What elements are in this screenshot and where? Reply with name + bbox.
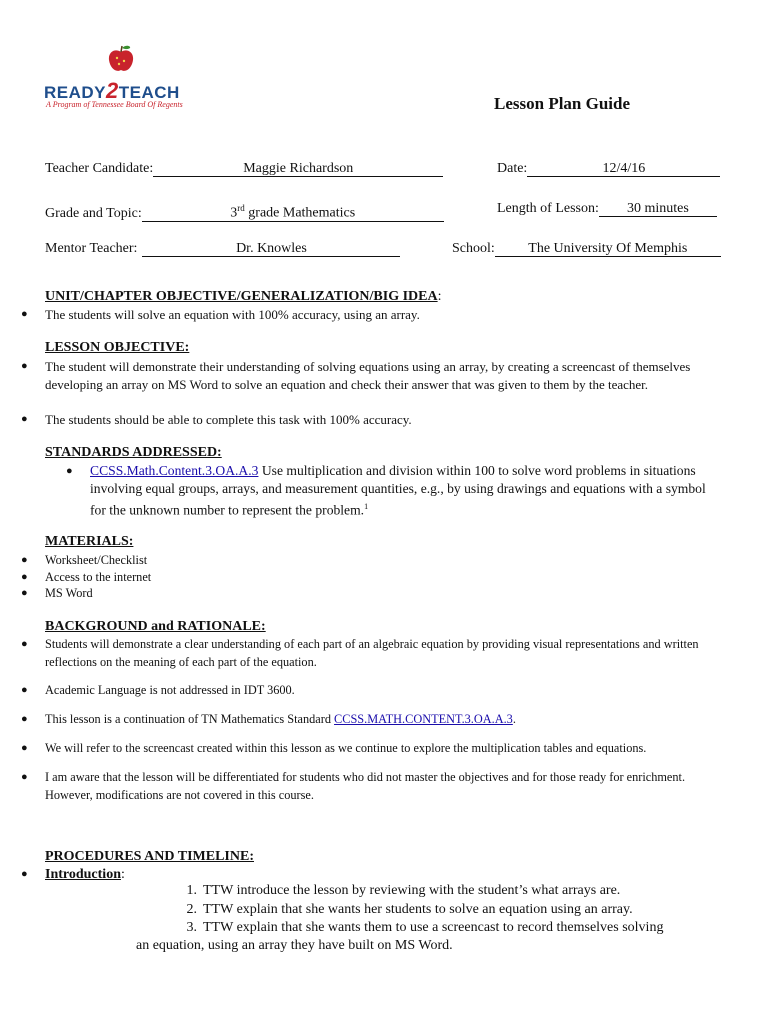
background-bullet-3: ● This lesson is a continuation of TN Mathematics Standard CCSS.MATH.CONTENT.3.OA.A.3. — [45, 711, 735, 729]
mentor-teacher-label: Mentor Teacher: — [45, 241, 138, 256]
bullet-icon: ● — [21, 554, 28, 566]
grade-topic-field — [45, 201, 444, 222]
school-value: The University Of Memphis — [495, 241, 721, 257]
procedure-step-3-continuation: an equation, using an array they have built on MS Word. — [136, 938, 453, 953]
unit-objective-section: UNIT/CHAPTER OBJECTIVE/GENERALIZATION/BIG IDEA: — [45, 289, 442, 304]
bullet-icon: ● — [21, 771, 28, 783]
background-bullet-4: ● We will refer to the screencast created within this lesson as we continue to explore the multiplication tables and equations. — [45, 740, 745, 758]
page-title: Lesson Plan Guide — [494, 94, 631, 113]
procedures-section — [45, 849, 254, 865]
standards-bullet: ● CCSS.Math.Content.3.OA.A.3 Use multiplication and division within 100 to solve word problems in situations involving equal groups, arrays, and measurement quantities, e.g., by using drawings and equations with a symbol for the unknown number to represent the problem.$^1$ — [66, 463, 706, 518]
lesson-objective-bullet-1: ● The student will demonstrate their understanding of solving equations using an array, by creating a screencast of themselves developing an array on MS Word to solve an equation and check their answer that was given to them by the teacher. — [21, 359, 691, 392]
bullet-icon: ● — [21, 587, 28, 599]
bullet-icon: ● — [21, 868, 28, 880]
bullet-icon: ● — [21, 413, 28, 425]
materials-item: ● MS Word — [45, 585, 93, 603]
materials-header: MATERIALS: — [45, 534, 134, 549]
bullet-icon: ● — [21, 308, 28, 320]
unit-objective-bullet: ● The students will solve an equation with 100% accuracy, using an array. — [21, 307, 420, 322]
lesson-objective-header: LESSON OBJECTIVE: — [45, 340, 190, 355]
ready2teach-logo — [44, 42, 194, 114]
grade-topic-label: Grade and Topic: — [45, 205, 142, 221]
bullet-icon: ● — [21, 742, 28, 754]
logo-wordmark: READY2TEACH — [44, 78, 180, 103]
date-field — [497, 161, 720, 177]
lesson-objective-section — [45, 340, 189, 356]
mentor-teacher-value: Dr. Knowles — [142, 241, 400, 257]
logo-tagline: A Program of Tennessee Board Of Regents — [46, 100, 183, 109]
grade-topic-value: 3rd grade Mathematics — [142, 201, 444, 222]
materials-item: ● Access to the internet — [45, 569, 151, 587]
date-label: Date: — [497, 161, 528, 176]
teacher-candidate-value: Maggie Richardson — [153, 161, 443, 177]
length-of-lesson-field — [497, 201, 717, 217]
standards-header: STANDARDS ADDRESSED: — [45, 445, 222, 460]
footnote-marker: 1 — [364, 502, 369, 511]
teacher-candidate-field — [45, 161, 443, 177]
teacher-candidate-label: Teacher Candidate: — [45, 161, 154, 176]
school-field — [452, 241, 721, 257]
background-bullet-5: ● I am aware that the lesson will be differentiated for students who did not master the objectives and for those ready for enrichment. However, modifications are not covered in this course. — [21, 770, 686, 802]
procedure-step-1: 1. TTW introduce the lesson by reviewing with the student’s what arrays are. — [186, 883, 621, 898]
standards-section — [45, 445, 222, 461]
introduction-item: ● Introduction: — [21, 867, 125, 882]
background-bullet-1: ● Students will demonstrate a clear understanding of each part of an algebraic equation by providing visual representations and written reflections on the meaning of each part of the equation. — [21, 637, 699, 669]
procedure-step-3: 3. TTW explain that she wants them to use a screencast to record themselves solving — [186, 920, 664, 935]
materials-section — [45, 534, 133, 550]
school-label: School: — [452, 241, 495, 256]
lesson-objective-bullet-2: ● The students should be able to complete this task with 100% accuracy. — [21, 412, 412, 427]
bullet-icon: ● — [21, 360, 28, 372]
ccss-standard-link[interactable]: CCSS.Math.Content.3.OA.A.3 — [90, 463, 259, 478]
bullet-icon: ● — [21, 571, 28, 583]
mentor-teacher-field — [45, 241, 400, 257]
bullet-icon: ● — [66, 465, 73, 477]
background-header: BACKGROUND and RATIONALE: — [45, 619, 266, 634]
unit-objective-header: UNIT/CHAPTER OBJECTIVE/GENERALIZATION/BIG IDEA — [45, 289, 438, 304]
procedures-header: PROCEDURES AND TIMELINE: — [45, 849, 254, 864]
background-bullet-2: ● Academic Language is not addressed in IDT 3600. — [45, 682, 735, 700]
materials-item: ● Worksheet/Checklist — [45, 552, 147, 570]
apple-icon — [106, 44, 136, 74]
bullet-icon: ● — [21, 713, 28, 725]
background-section — [45, 619, 266, 635]
length-of-lesson-value: 30 minutes — [599, 201, 717, 217]
date-value: 12/4/16 — [527, 161, 720, 177]
introduction-label: Introduction — [45, 867, 121, 882]
bullet-icon: ● — [21, 638, 28, 650]
tn-math-standard-link[interactable]: CCSS.MATH.CONTENT.3.OA.A.3 — [334, 712, 513, 726]
bullet-icon: ● — [21, 684, 28, 696]
length-of-lesson-label: Length of Lesson: — [497, 201, 599, 216]
procedure-step-2: 2. TTW explain that she wants her students to solve an equation using an array. — [186, 902, 633, 917]
